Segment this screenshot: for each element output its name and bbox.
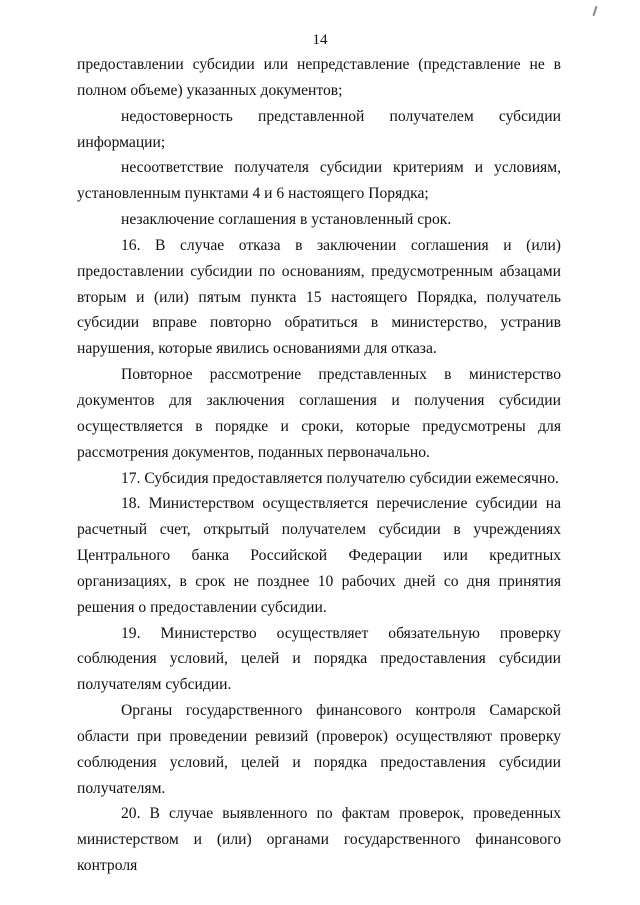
page-number: 14 xyxy=(312,32,328,48)
paragraph-criteria-mismatch: несоответствие получателя субсидии критериям и условиям, установленным пунктами 4 и 6 настоящего Порядка; xyxy=(77,159,561,203)
document-body xyxy=(77,52,561,879)
paragraph-clause-20: 20. В случае выявленного по фактам проверок, проведенных министерством и (или) органами государственного финансового контроля xyxy=(77,805,561,875)
paragraph-repeat-review: Повторное рассмотрение представленных в министерство документов для заключения соглашения и получения субсидии осуществляется в порядке и сроки, которые предусмотрены для рассмотрения документов, поданных первоначально. xyxy=(77,366,561,461)
paragraph-continuation: предоставлении субсидии или непредставление (представление не в полном объеме) указанных документов; xyxy=(77,56,561,99)
paragraph-financial-control: Органы государственного финансового контроля Самарской области при проведении ревизий (проверок) осуществляют проверку соблюдения условий, целей и порядка предоставления субсидии получателям. xyxy=(77,702,561,797)
paragraph-clause-16: 16. В случае отказа в заключении соглашения и (или) предоставлении субсидии по основаниям, предусмотренным абзацами вторым и (или) пятым пункта 15 настоящего Порядка, получатель субсидии вправе повторно обратиться в министерство, устранив нарушения, которые явились основаниями для отказа. xyxy=(77,236,561,358)
scan-mark xyxy=(593,6,598,16)
paragraph-unreliable-info: недостоверность представленной получателем субсидии информации; xyxy=(77,107,561,151)
paragraph-clause-17: 17. Субсидия предоставляется получателю субсидии ежемесячно. xyxy=(121,469,559,487)
paragraph-agreement-not-concluded: незаключение соглашения в установленный срок. xyxy=(121,211,452,229)
paragraph-clause-19: 19. Министерство осуществляет обязательную проверку соблюдения условий, целей и порядка предоставления субсидии получателям субсидии. xyxy=(77,624,561,694)
paragraph-clause-18: 18. Министерством осуществляется перечисление субсидии на расчетный счет, открытый получателем субсидии в учреждениях Центрального банка Российской Федерации или кредитных организациях, в срок не позднее 10 рабочих дней со дня принятия решения о предоставлении субсидии. xyxy=(77,495,561,616)
